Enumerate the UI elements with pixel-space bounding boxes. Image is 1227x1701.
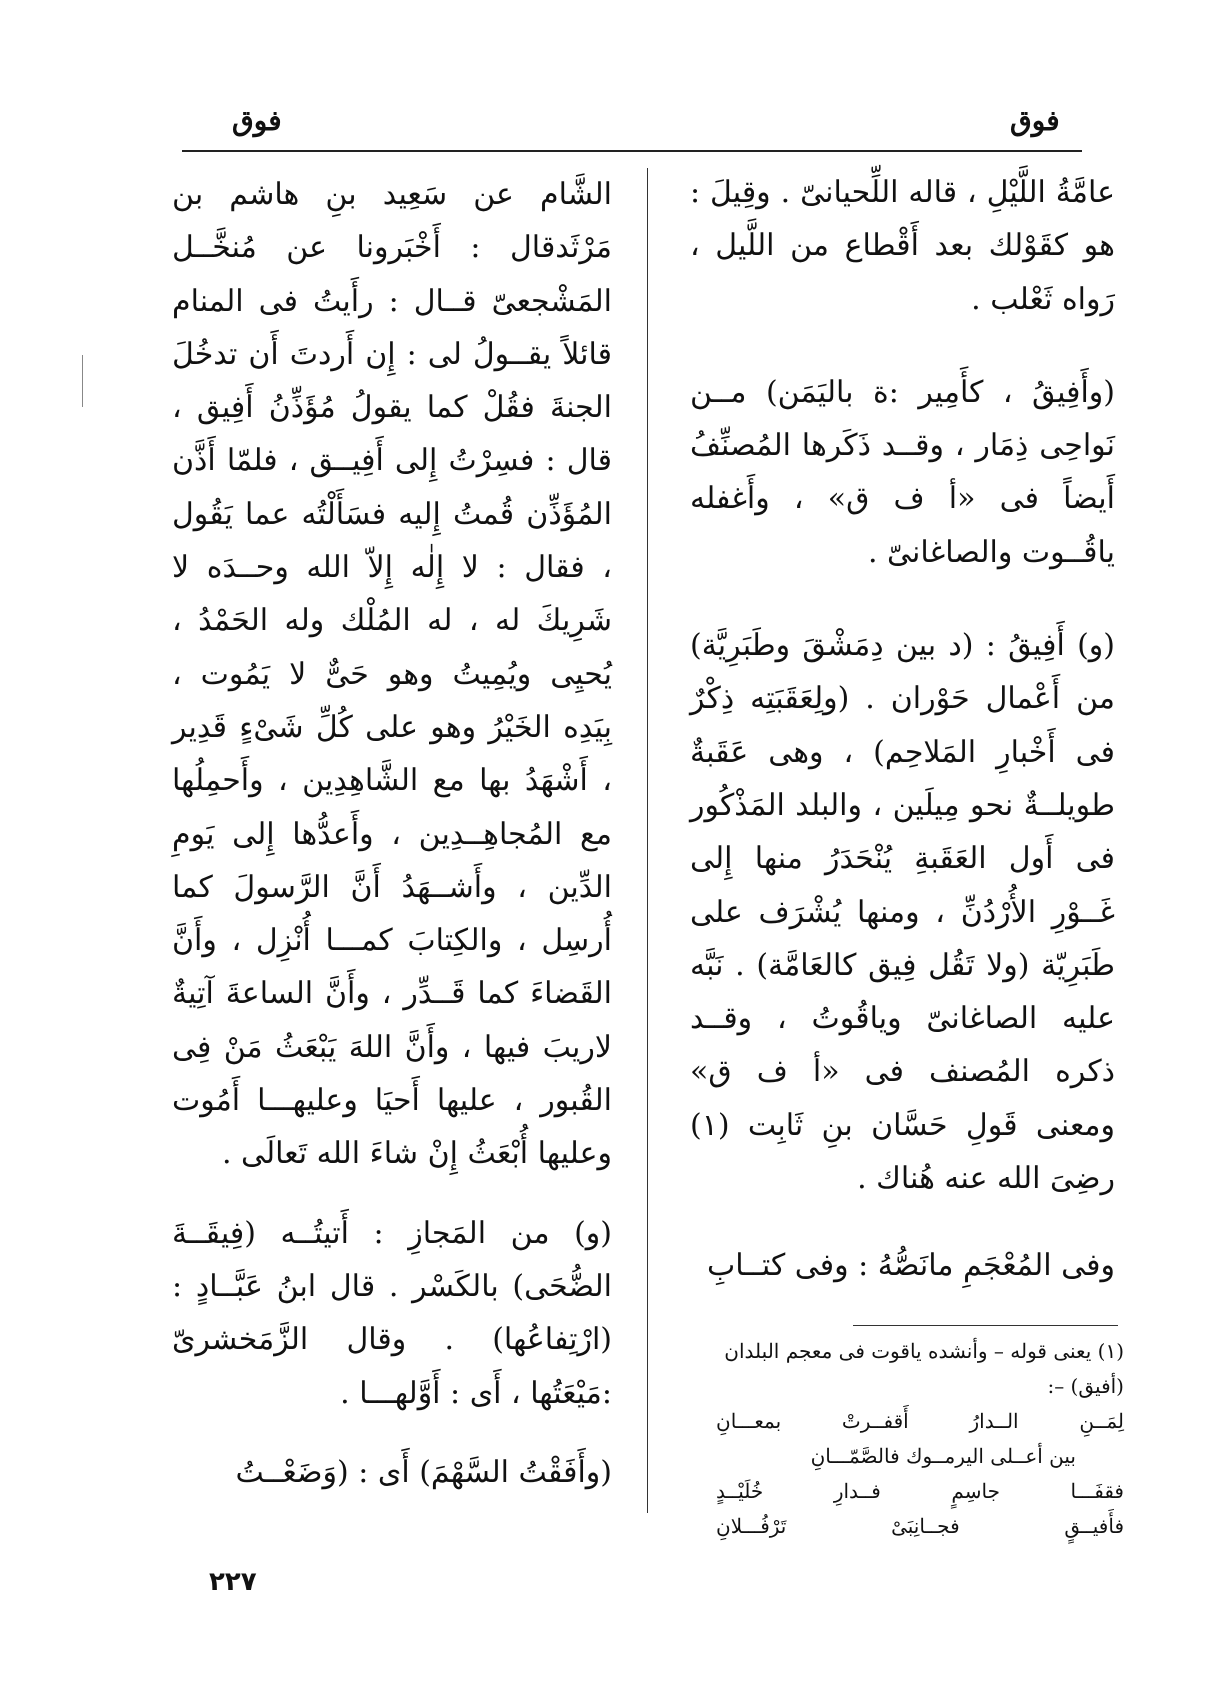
- running-head-left: فوق: [232, 104, 282, 137]
- footnote-rule: [853, 1325, 1118, 1326]
- footnote-verse: فقفَـــا جاسِمٍ فــدارِ خُلَيْــدٍ: [716, 1479, 1124, 1503]
- margin-mark: [82, 355, 83, 407]
- paragraph: (وأَفِيقُ ، كأَمِير :ة باليَمَن) مــن نَواحِى ذِمَار ، وقــد ذَكَرها المُصنِّفُ أَيضاً فى «أ ف ق» ، وأَغفله ياقُــوت والصاغانىّ .: [690, 374, 1115, 570]
- footnote-verse: فأَفيــقٍ فجــانِبَىْ تَرْفُـــلانِ: [716, 1514, 1124, 1538]
- left-column: [172, 168, 612, 1499]
- right-column: [690, 166, 1115, 1293]
- running-head-right: فوق: [1010, 104, 1060, 137]
- footnote-text: (١) يعنى قوله – وأنشده ياقوت فى معجم البلدان (أفيق) –:: [724, 1339, 1124, 1398]
- paragraph: الشَّام عن سَعِيد بنِ هاشم بن مَرْثَدقال : أَخْبَرونا عن مُنخَّــل المَشْجعىّ قــال : رأَيتُ فى المنام قائلاً يقــولُ لى : إِن أَردتَ أَن تدخُلَ الجنةَ فقُلْ كما يقولُ مُؤَذِّنُ أَفِيق ، قال : فسِرْتُ إِلى أَفِيــق ، فلمّا أَذَّن المُؤَذِّن قُمتُ إِليه فسَأَلْتُه عما يَقُول ، فقال : لا إِلٰه إِلاّ الله وحــدَه لا شَرِيكَ له ، له المُلْك وله الحَمْدُ ، يُحيِى ويُمِيتُ وهو حَىٌّ لا يَمُوت ، بِيَدِه الخَيْرُ وهو على كُلِّ شَىْءٍ قَدِير ، أَشْهَدُ بها مع الشَّاهِدِين ، وأَحمِلُها مع المُجاهِــدِين ، وأَعدُّها إِلى يَومِ الدِّين ، وأَشــهَدُ أَنَّ الرَّسولَ كما أُرسِل ، والكِتابَ كمـــا أُنْزِل ، وأَنَّ القَضاءَ كما قَــدِّر ، وأَنَّ الساعةَ آتِيةٌ لاريبَ فيها ، وأَنَّ اللهَ يَبْعَثُ مَنْ فِى القُبور ، عليها أَحيَا وعليهـــا أَمُوت وعليها أُبْعَثُ إِنْ شاءَ الله تَعالَى .: [172, 177, 612, 1172]
- paragraph: عامَّةُ اللَّيْلِ ، قاله اللِّحيانىّ . وقِيلَ : هو كقَوْلك بعد أَقْطاع من اللَّيل ، رَواه ثَعْلب .: [690, 175, 1115, 317]
- footnote-verse: لِمَــنِ الــدارُ أَقفــرتْ بمعـــانِ: [716, 1409, 1124, 1433]
- header-rule: [182, 150, 1082, 152]
- footnote-verse: بين أعــلى اليرمــوك فالصَّمّـــانِ: [810, 1444, 1076, 1468]
- paragraph: وفى المُعْجَمِ مانَصُّهُ : وفى كتــابِ: [706, 1248, 1115, 1284]
- footnote: [672, 1334, 1124, 1544]
- paragraph: (و) من المَجازِ : أَتيتُــه (فِيقَــةَ الضُّحَى) بالكَسْر . قال ابنُ عَبَّــادٍ : (ارْتِفاعُها) . وقال الزَّمَخشرىّ :مَيْعَتُها ، أَى : أَوَّلهـــا .: [172, 1215, 612, 1411]
- page-number: ٢٢٧: [209, 1567, 257, 1597]
- paragraph: (وأَفَقْتُ السَّهْمَ) أَى : (وَضَعْــتُ: [235, 1454, 612, 1490]
- column-divider: [647, 168, 648, 1513]
- paragraph: (و) أَفِيقُ : (د بين دِمَشْقَ وطَبَرِيَّة) من أَعْمال حَوْران . (ولِعَقَبَتِه ذِكْرٌ فى أَخْبارِ المَلاحِم) ، وهى عَقَبةٌ طويلــةٌ نحو مِيلَين ، والبلد المَذْكُور فى أَول العَقَبةِ يُنْحَدَرُ منها إِلى غَــوْرِ الأُرْدُنِّ ، ومنها يُشْرَف على طَبَرِيّة (ولا تَقُل فِيق كالعَامَّة) . نَبَّه عليه الصاغانىّ وياقُوتُ ، وقــد ذكره المُصنف فى «أ ف ق» ومعنى قَولِ حَسَّان بنِ ثَابِت (١) رضِىَ الله عنه هُناك .: [690, 628, 1115, 1197]
